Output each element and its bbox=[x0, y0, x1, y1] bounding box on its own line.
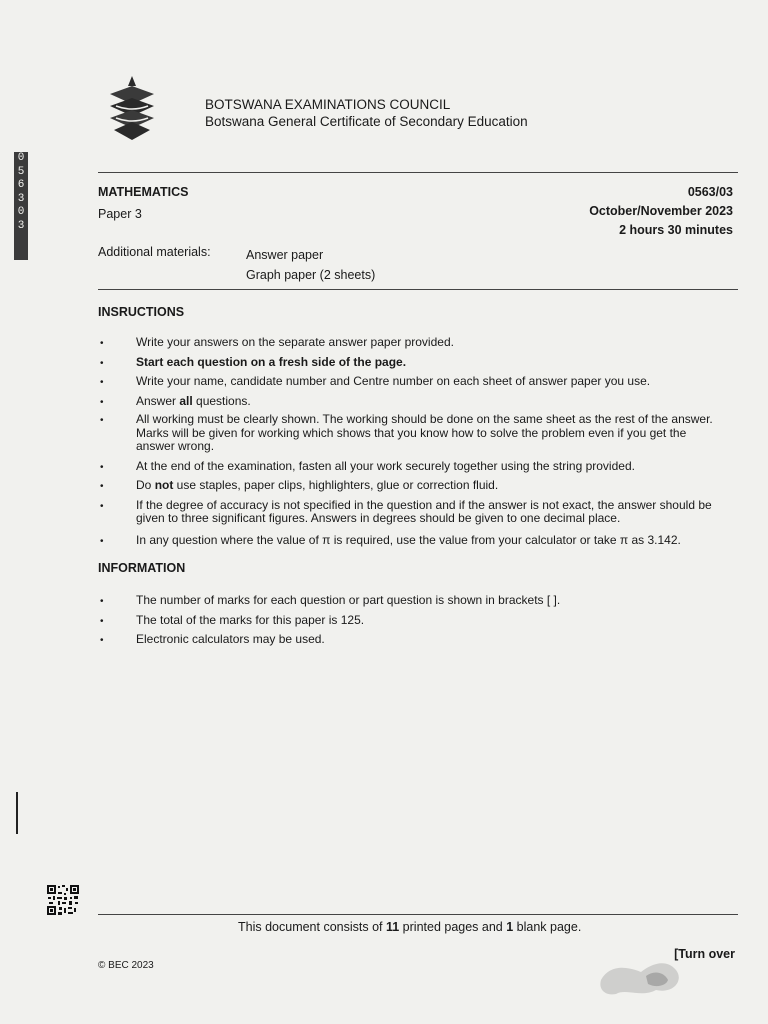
additional-materials-label: Additional materials: bbox=[98, 245, 211, 259]
instruction-item: • Answer all questions. bbox=[98, 395, 738, 409]
side-code-char: 3 bbox=[17, 192, 25, 205]
instruction-item: • Do not use staples, paper clips, highlighters, glue or correction fluid. bbox=[98, 479, 738, 493]
margin-mark bbox=[16, 792, 18, 834]
subject-title: MATHEMATICS bbox=[98, 185, 189, 199]
org-name: BOTSWANA EXAMINATIONS COUNCIL bbox=[205, 97, 451, 112]
exam-session: October/November 2023 bbox=[589, 204, 733, 218]
exam-duration: 2 hours 30 minutes bbox=[619, 223, 733, 237]
information-item: • The number of marks for each question or part question is shown in brackets [ ]. bbox=[98, 594, 738, 608]
side-code-char: 0 bbox=[17, 206, 25, 218]
copyright: © BEC 2023 bbox=[98, 960, 154, 971]
side-code-char: 5 bbox=[17, 165, 25, 178]
paper-code: 0563/03 bbox=[687, 185, 733, 199]
turn-over-note: [Turn over bbox=[674, 947, 735, 961]
instruction-item: • Start each question on a fresh side of the page. bbox=[98, 356, 738, 370]
information-list bbox=[98, 594, 738, 647]
side-code-char: 3 bbox=[17, 219, 25, 232]
instructions-heading: INSRUCTIONS bbox=[98, 305, 185, 319]
details-divider bbox=[98, 289, 738, 290]
bec-logo-icon bbox=[106, 76, 158, 148]
material-item: Graph paper (2 sheets) bbox=[246, 268, 376, 282]
instruction-item: • If the degree of accuracy is not specified in the question and if the answer is not exact, the answer should be given to three significant figures. Answers in degrees should be given to one decimal place. bbox=[98, 499, 738, 526]
instruction-item: • Write your answers on the separate answer paper provided. bbox=[98, 336, 738, 350]
footer-divider bbox=[98, 914, 738, 915]
instruction-item: • In any question where the value of π is required, use the value from your calculator or take π as 3.142. bbox=[98, 534, 738, 548]
blank-pages-count: 1 bbox=[506, 920, 514, 934]
qr-code-icon bbox=[46, 884, 80, 916]
printed-pages-count: 11 bbox=[385, 920, 400, 934]
instruction-item: • Write your name, candidate number and Centre number on each sheet of answer paper you use. bbox=[98, 375, 738, 389]
organisation-header bbox=[205, 96, 528, 130]
information-heading: INFORMATION bbox=[98, 561, 186, 575]
side-code-strip bbox=[14, 152, 28, 260]
instruction-item: • All working must be clearly shown. The working should be done on the same sheet as the rest of the answer. Marks will be given for working which shows that you know how to solve the problem even if you get the answer wrong. bbox=[98, 413, 738, 454]
certificate-name: Botswana General Certificate of Secondary Education bbox=[205, 114, 528, 129]
header-divider bbox=[98, 172, 738, 173]
instruction-item: • At the end of the examination, fasten all your work securely together using the string provided. bbox=[98, 460, 738, 474]
information-item: • Electronic calculators may be used. bbox=[98, 633, 738, 647]
additional-materials-list bbox=[246, 245, 375, 285]
instructions-list bbox=[98, 336, 738, 547]
side-code-char: 0 bbox=[17, 152, 25, 164]
page-count-note: This document consists of 11 printed pages and 1 blank page. bbox=[238, 920, 582, 934]
material-item: Answer paper bbox=[246, 248, 324, 262]
paper-number: Paper 3 bbox=[98, 207, 142, 221]
information-item: • The total of the marks for this paper is 125. bbox=[98, 614, 738, 628]
side-code-char: 6 bbox=[17, 179, 25, 191]
exam-details bbox=[589, 183, 733, 240]
ink-smudge bbox=[596, 950, 686, 1000]
